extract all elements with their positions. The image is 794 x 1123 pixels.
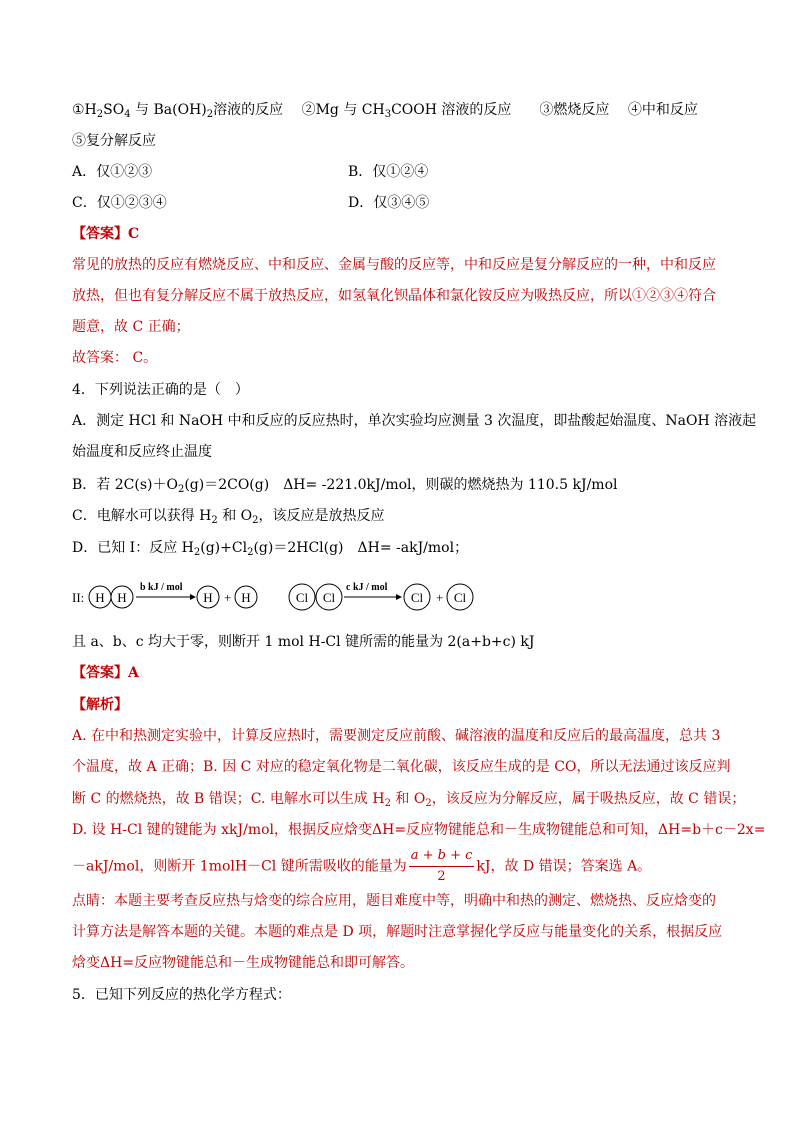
plus-1: + (224, 590, 232, 605)
q3-explain-line4: 故答案： C。 (72, 350, 158, 366)
q4-stem: 4．下列说法正确的是（ ） (72, 382, 249, 398)
energy-b-label: b kJ / mol (140, 582, 183, 593)
cl-atom-1: Cl (295, 590, 309, 605)
q4-tip-line3: 焓变ΔH=反应物键能总和－生成物键能总和即可解答。 (72, 955, 415, 971)
q4-option-b: B．若 $2C(s)+O_2(g)=2CO(g)$ ΔH= -221.0kJ/mol，则碳的燃烧热为 110.5 kJ/mol (72, 477, 618, 495)
h-atom-3: H (203, 590, 213, 605)
arrow-c-head (396, 594, 402, 600)
q4-option-d: D．已知 I：反应 $H_2(g)+Cl_2(g)=2HCl(g)$ ΔH= -akJ/mol； (72, 540, 469, 558)
q4-tip-line2: 计算方法是解答本题的关键。本题的难点是 D 项，解题时注意掌握化学反应与能量变化的关系，根据反应 (72, 924, 723, 940)
q3-choice-c: C．仅①②③④ (72, 195, 167, 211)
fraction-numerator: a + b + c (409, 846, 475, 867)
q4-analysis-line5: －akJ/mol，则断开 1molH－Cl 键所需吸收的能量为 $\frac{a + b + c}{2}$ kJ，故 D 错误；答案选 A。 (72, 846, 651, 887)
q3-explain-line3: 题意，故 C 正确； (72, 319, 190, 335)
q4-analysis-line3: 断 C 的燃烧热，故 B 错误；C. 电解水可以生成 $H_2$ 和 $O_2$，该反应为分解反应，属于吸热反应，故 C 错误； (72, 791, 746, 809)
h-atom-4: H (241, 590, 251, 605)
q3-answer: 【答案】C (72, 226, 140, 242)
energy-c-label: c kJ / mol (346, 582, 388, 593)
q3-choice-b: B．仅①②④ (348, 164, 429, 180)
q4-option-c: C．电解水可以获得 $H_2$ 和 $O_2$，该反应是放热反应 (72, 508, 385, 526)
bond-energy-diagram (72, 580, 492, 614)
q3-options-line1: $①H_2SO_4$ 与 $Ba(OH)_2$溶液的反应 ②Mg 与 $CH_3COOH$ 溶液的反应 ③燃烧反应 ④中和反应 (72, 102, 698, 120)
q5-stem: 5．已知下列反应的热化学方程式： (72, 987, 291, 1003)
q4-analysis-line1: A. 在中和热测定实验中，计算反应热时，需要测定反应前酸、碱溶液的温度和反应后的最高温度，总共 3 (72, 728, 721, 744)
fraction (409, 846, 475, 887)
q4-option-a-line1: A．测定 HCl 和 NaOH 中和反应的反应热时，单次实验均应测量 3 次温度，即盐酸起始温度、NaOH 溶液起 (72, 413, 757, 429)
q4-answer: 【答案】A (72, 665, 139, 681)
diagram-label-ii: II: (72, 590, 85, 605)
q4-option-a-line2: 始温度和反应终止温度 (72, 444, 212, 460)
q4-option-d-tail: 且 a、b、c 均大于零，则断开 1 mol H-Cl 键所需的能量为 2(a+b+c) kJ (72, 634, 535, 650)
q4-tip-line1: 点睛：本题主要考查反应热与焓变的综合应用，题目难度中等，明确中和热的测定、燃烧热、反应焓变的 (72, 893, 716, 909)
q4-analysis-label: 【解析】 (72, 697, 128, 713)
q3-choice-a: A．仅①②③ (72, 164, 153, 180)
q3-explain-line1: 常见的放热的反应有燃烧反应、中和反应、金属与酸的反应等，中和反应是复分解反应的一种，中和反应 (72, 257, 716, 273)
plus-2: + (436, 590, 444, 605)
q4-analysis-line4: D. 设 H-Cl 键的键能为 xkJ/mol，根据反应焓变ΔH=反应物键能总和－生成物键能总和可知，ΔH=b＋c－2x= (72, 822, 766, 838)
cl-atom-2: Cl (322, 590, 336, 605)
q3-explain-line2: 放热，但也有复分解反应不属于放热反应，如氢氧化钡晶体和氯化铵反应为吸热反应，所以①②③④符合 (72, 288, 716, 304)
q3-choice-d: D．仅③④⑤ (348, 195, 430, 211)
h-atom-2: H (117, 590, 127, 605)
h-atom-1: H (95, 590, 105, 605)
q4-analysis-line2: 个温度，故 A 正确；B. 因 C 对应的稳定氧化物是二氧化碳，该反应生成的是 CO，所以无法通过该反应判 (72, 759, 731, 775)
q3-options-line2: ⑤复分解反应 (72, 133, 156, 149)
fraction-denominator: 2 (437, 869, 446, 884)
cl-atom-3: Cl (410, 590, 424, 605)
arrow-b-head (190, 594, 196, 600)
cl-atom-4: Cl (453, 590, 467, 605)
